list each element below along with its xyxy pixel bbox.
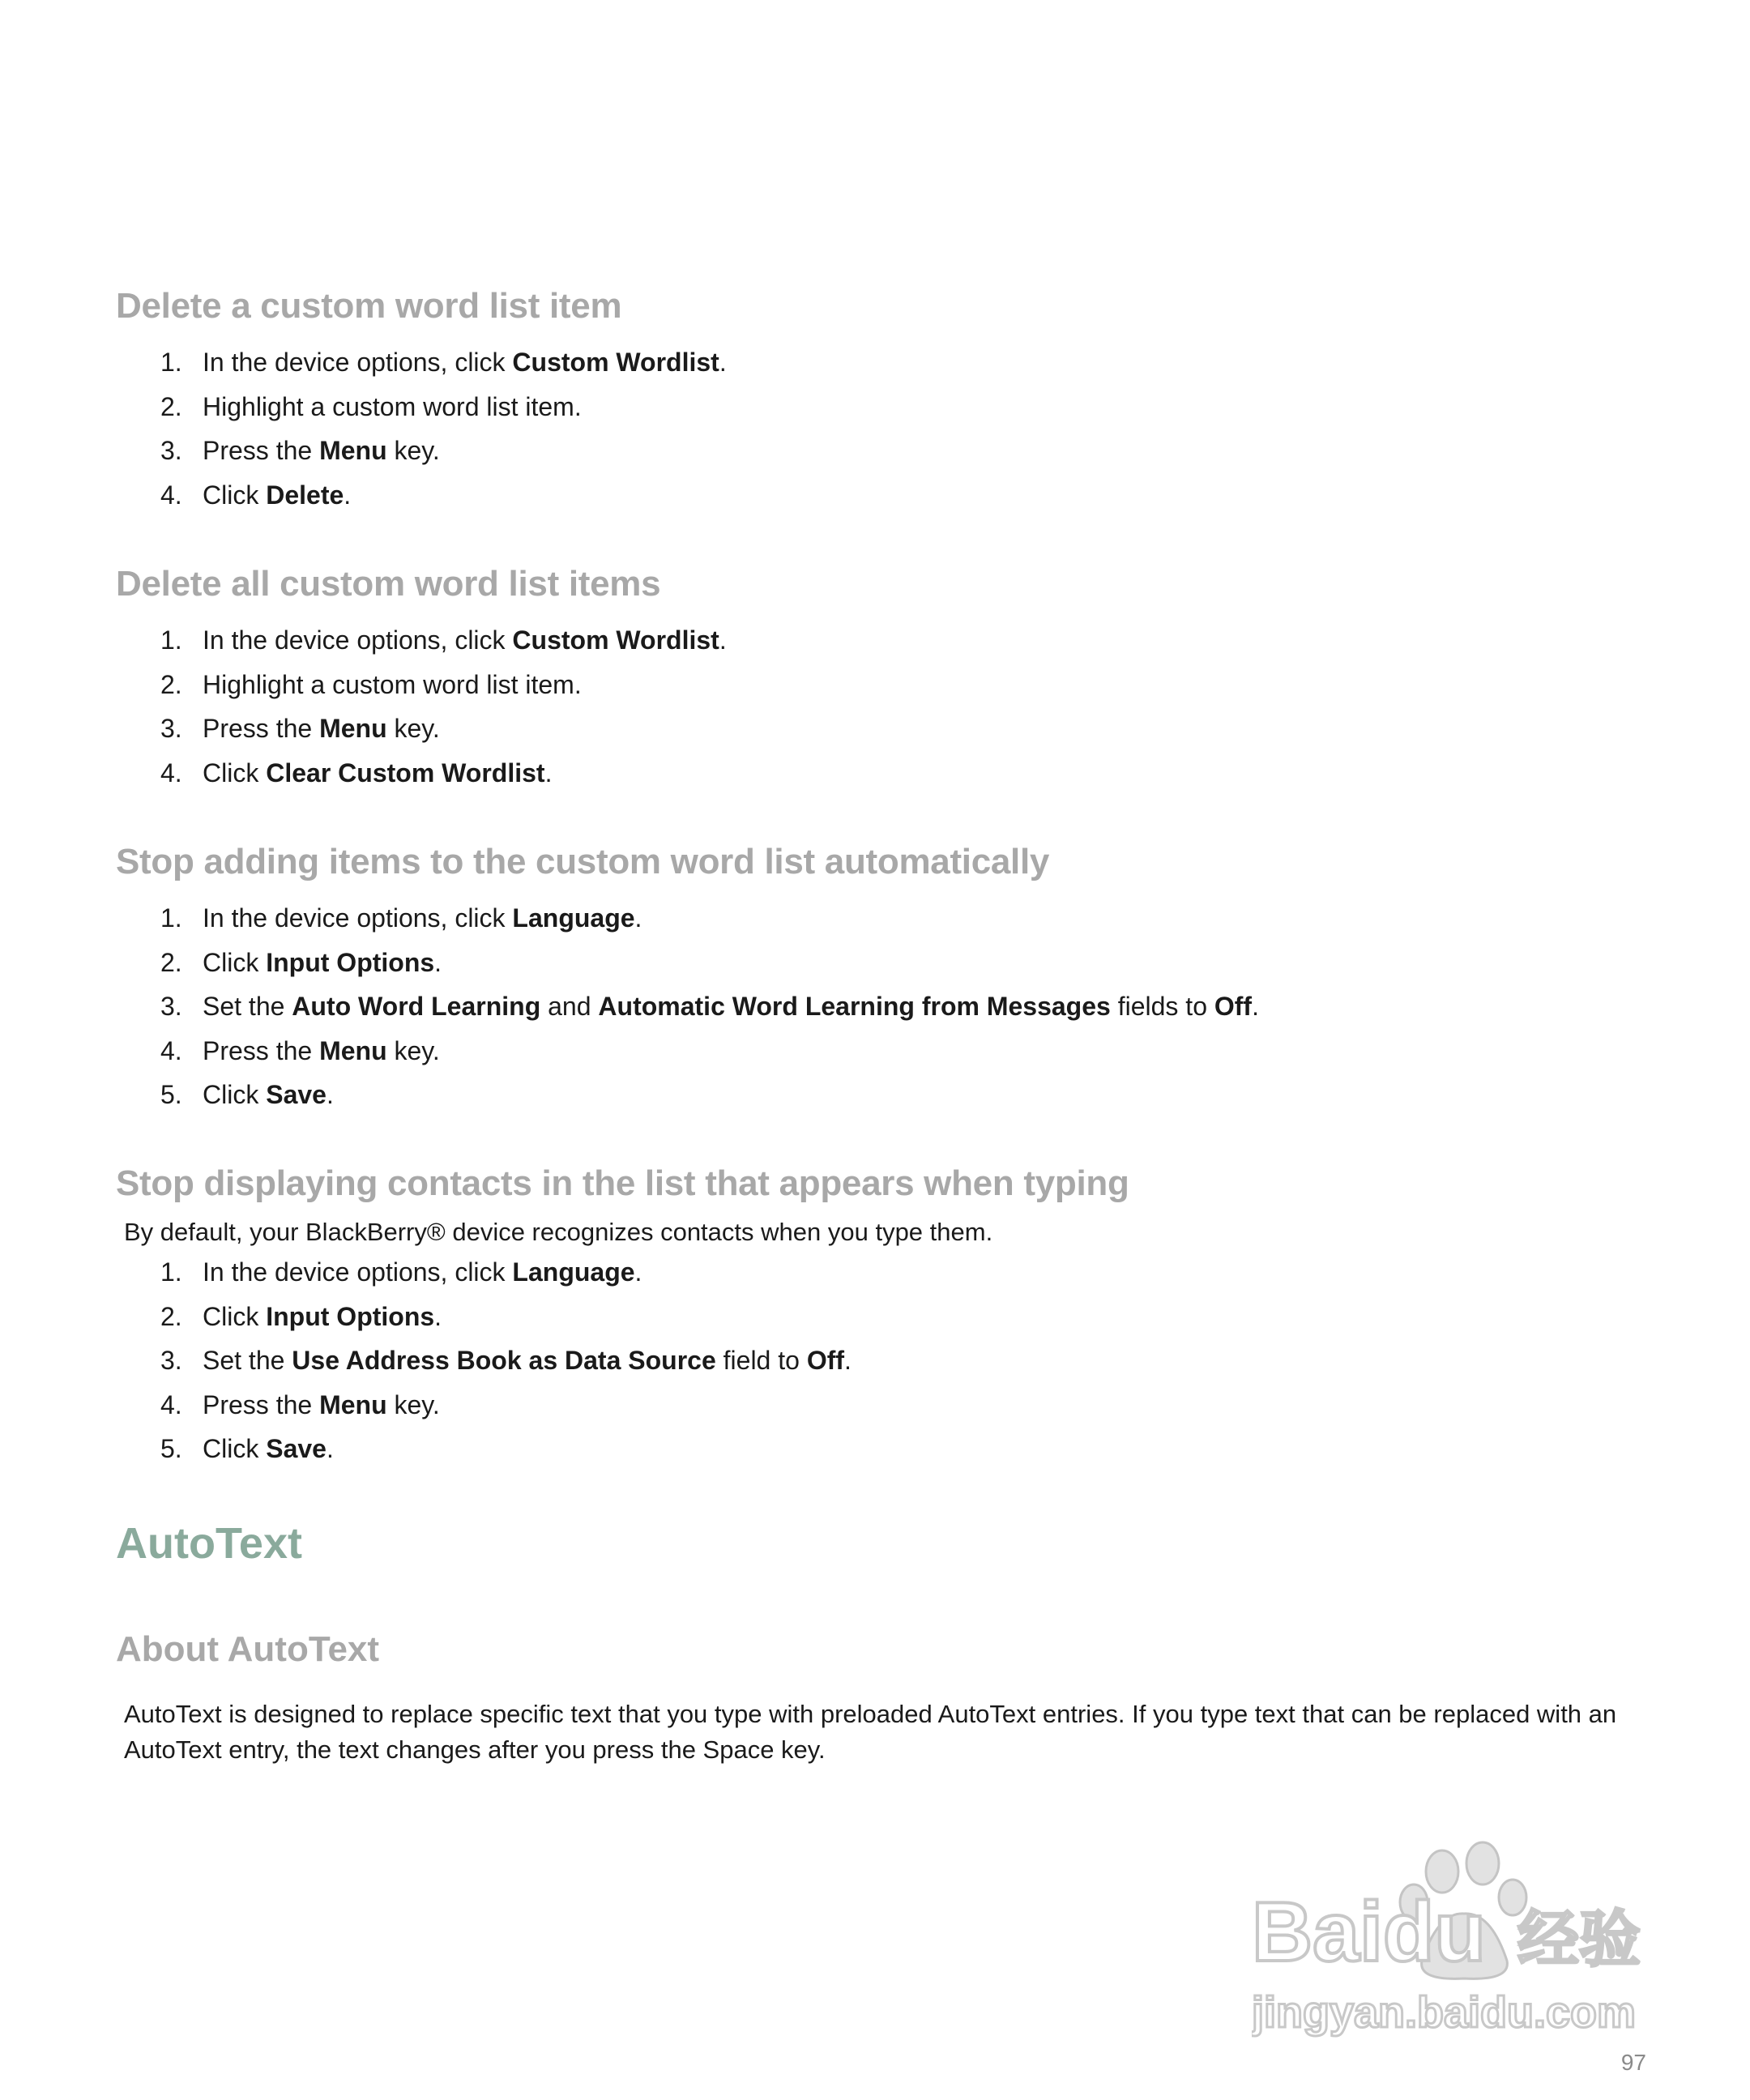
step-item bbox=[116, 1029, 1655, 1073]
step-text: Highlight a custom word list item. bbox=[203, 391, 582, 421]
baidu-paw-logo-icon bbox=[1252, 1839, 1665, 2050]
step-item bbox=[116, 385, 1655, 429]
section-delete-all-items bbox=[116, 561, 1655, 795]
step-item bbox=[116, 340, 1655, 385]
step-item bbox=[116, 941, 1655, 985]
ui-term: Language bbox=[512, 1257, 635, 1287]
ui-term: Auto Word Learning bbox=[292, 992, 541, 1021]
page-number: 97 bbox=[1620, 2050, 1646, 2075]
section-heading: Stop displaying contacts in the list that appears when typing bbox=[116, 1163, 1129, 1203]
step-number: 2. bbox=[160, 947, 182, 977]
step-item bbox=[116, 663, 1655, 707]
step-text: In the device options, click bbox=[203, 625, 513, 655]
section-heading: About AutoText bbox=[116, 1629, 380, 1669]
step-text: . bbox=[634, 903, 642, 933]
step-text: In the device options, click bbox=[203, 903, 513, 933]
step-text: . bbox=[719, 348, 727, 377]
ui-term: Menu bbox=[319, 1389, 387, 1419]
step-text: In the device options, click bbox=[203, 1257, 513, 1287]
step-text: . bbox=[544, 758, 553, 788]
step-number: 3. bbox=[160, 436, 182, 465]
step-text: . bbox=[719, 625, 727, 655]
step-text: key. bbox=[386, 436, 440, 465]
step-number: 2. bbox=[160, 391, 182, 421]
ui-term: Save bbox=[266, 1080, 327, 1109]
step-number: 1. bbox=[160, 625, 182, 655]
step-text: Click bbox=[203, 1080, 267, 1109]
step-number: 4. bbox=[160, 758, 182, 788]
step-number: 2. bbox=[160, 1301, 182, 1331]
section-stop-adding-items bbox=[116, 839, 1655, 1117]
section-heading: Delete a custom word list item bbox=[116, 286, 622, 326]
step-item bbox=[116, 896, 1655, 941]
step-text: . bbox=[634, 1257, 642, 1287]
section-delete-item bbox=[116, 284, 1655, 517]
step-text: . bbox=[344, 480, 352, 510]
ui-term: Off bbox=[806, 1346, 845, 1375]
step-text: Set the bbox=[203, 1346, 292, 1375]
watermark-suffix: 经验 bbox=[1517, 1903, 1641, 1975]
step-item bbox=[116, 429, 1655, 473]
step-item bbox=[116, 706, 1655, 751]
step-number: 1. bbox=[160, 1257, 182, 1287]
step-text: . bbox=[844, 1346, 852, 1375]
step-text: fields to bbox=[1110, 992, 1214, 1021]
step-text: key. bbox=[386, 714, 440, 743]
step-text: key. bbox=[386, 1389, 440, 1419]
step-item bbox=[116, 473, 1655, 518]
step-item bbox=[116, 1250, 1655, 1295]
step-text: Press the bbox=[203, 1035, 320, 1065]
ui-term: Menu bbox=[319, 1035, 387, 1065]
section-about-autotext bbox=[116, 1627, 1655, 1768]
step-number: 2. bbox=[160, 669, 182, 699]
step-number: 4. bbox=[160, 1035, 182, 1065]
step-item bbox=[116, 1073, 1655, 1117]
step-number: 3. bbox=[160, 992, 182, 1021]
step-text: . bbox=[326, 1080, 334, 1109]
ui-term: Language bbox=[512, 903, 635, 933]
step-item bbox=[116, 751, 1655, 796]
step-text: Press the bbox=[203, 714, 320, 743]
steps-list bbox=[116, 1250, 1655, 1471]
section-stop-displaying-contacts bbox=[116, 1161, 1655, 1471]
about-body: AutoText is designed to replace specific text that you type with preloaded AutoText entries. If you type text that can be replaced with an AutoText entry, the text changes after you press the Space key. bbox=[124, 1700, 1617, 1764]
step-number: 5. bbox=[160, 1080, 182, 1109]
step-text: and bbox=[540, 992, 599, 1021]
step-text: . bbox=[1252, 992, 1259, 1021]
step-item bbox=[116, 1383, 1655, 1428]
step-text: Click bbox=[203, 758, 267, 788]
baidu-watermark bbox=[1252, 1839, 1665, 2050]
step-text: . bbox=[434, 947, 442, 977]
section-heading: Delete all custom word list items bbox=[116, 564, 661, 604]
step-number: 3. bbox=[160, 1346, 182, 1375]
step-text: Press the bbox=[203, 436, 320, 465]
ui-term: Input Options bbox=[266, 947, 435, 977]
watermark-brand: Baidu bbox=[1252, 1885, 1486, 1979]
step-item bbox=[116, 984, 1655, 1029]
ui-term: Input Options bbox=[266, 1301, 435, 1331]
ui-term: Menu bbox=[319, 714, 387, 743]
step-text: Click bbox=[203, 480, 267, 510]
step-text: field to bbox=[715, 1346, 807, 1375]
step-text: Set the bbox=[203, 992, 292, 1021]
ui-term: Custom Wordlist bbox=[512, 348, 719, 377]
step-text: Highlight a custom word list item. bbox=[203, 669, 582, 699]
step-text: Click bbox=[203, 947, 267, 977]
step-item bbox=[116, 1427, 1655, 1471]
ui-term: Use Address Book as Data Source bbox=[292, 1346, 716, 1375]
step-text: In the device options, click bbox=[203, 348, 513, 377]
watermark-url: jingyan.baidu.com bbox=[1252, 1988, 1637, 2037]
section-heading: Stop adding items to the custom word list automatically bbox=[116, 842, 1050, 881]
ui-term: Custom Wordlist bbox=[512, 625, 719, 655]
step-number: 5. bbox=[160, 1434, 182, 1463]
step-text: Click bbox=[203, 1434, 267, 1463]
step-item bbox=[116, 1295, 1655, 1339]
steps-list bbox=[116, 340, 1655, 517]
steps-list bbox=[116, 618, 1655, 795]
ui-term: Off bbox=[1214, 992, 1253, 1021]
step-text: . bbox=[434, 1301, 442, 1331]
ui-term: Save bbox=[266, 1434, 327, 1463]
step-text: . bbox=[326, 1434, 334, 1463]
step-text: key. bbox=[386, 1035, 440, 1065]
step-item bbox=[116, 1338, 1655, 1383]
step-number: 4. bbox=[160, 480, 182, 510]
step-number: 4. bbox=[160, 1389, 182, 1419]
chapter-title: AutoText bbox=[116, 1519, 302, 1568]
ui-term: Delete bbox=[266, 480, 344, 510]
section-intro: By default, your BlackBerry® device recognizes contacts when you type them. bbox=[124, 1218, 993, 1246]
step-number: 3. bbox=[160, 714, 182, 743]
ui-term: Clear Custom Wordlist bbox=[266, 758, 545, 788]
step-text: Press the bbox=[203, 1389, 320, 1419]
ui-term: Automatic Word Learning from Messages bbox=[598, 992, 1111, 1021]
ui-term: Menu bbox=[319, 436, 387, 465]
step-text: Click bbox=[203, 1301, 267, 1331]
step-number: 1. bbox=[160, 903, 182, 933]
step-number: 1. bbox=[160, 348, 182, 377]
steps-list bbox=[116, 896, 1655, 1117]
step-item bbox=[116, 618, 1655, 663]
